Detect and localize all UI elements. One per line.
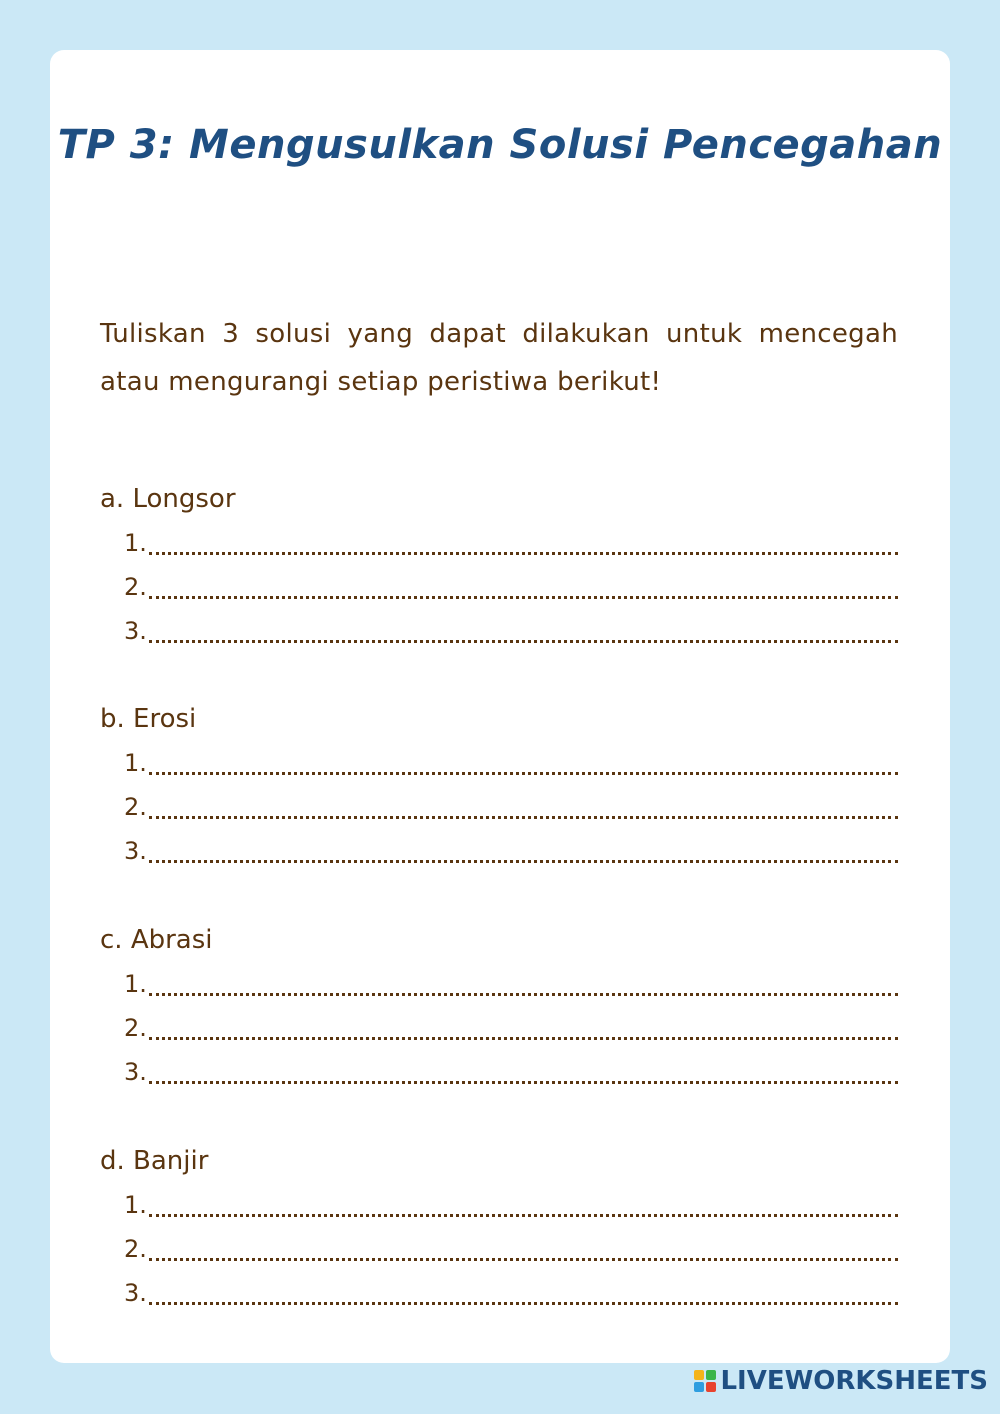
instruction-text: Tuliskan 3 solusi yang dapat dilakukan untuk mencegah atau mengurangi setiap peristiwa berikut! (100, 319, 898, 397)
answer-number: 2. (124, 793, 147, 821)
answer-blank[interactable] (149, 1300, 898, 1305)
answer-number: 2. (124, 1014, 147, 1042)
answer-number: 3. (124, 1279, 147, 1307)
page-title: TP 3: Mengusulkan Solusi Pencegahan (57, 122, 943, 168)
answer-blank[interactable] (149, 991, 898, 996)
answer-blank[interactable] (149, 1035, 898, 1040)
answer-blank[interactable] (149, 638, 898, 643)
answer-line[interactable] (100, 1271, 900, 1315)
answer-blank[interactable] (149, 814, 898, 819)
answer-line[interactable] (100, 962, 900, 1006)
answer-blank[interactable] (149, 1256, 898, 1261)
section-title: b. Erosi (100, 704, 197, 734)
liveworksheets-logo-icon (694, 1370, 716, 1392)
answer-blank[interactable] (149, 594, 898, 599)
answer-line[interactable] (100, 829, 900, 873)
answer-blank[interactable] (149, 770, 898, 775)
section-title: a. Longsor (100, 484, 236, 514)
section-longsor (100, 477, 900, 653)
answer-blank[interactable] (149, 1079, 898, 1084)
answer-line[interactable] (100, 1050, 900, 1094)
section-banjir (100, 1139, 900, 1315)
section-title: c. Abrasi (100, 925, 213, 955)
answer-line[interactable] (100, 565, 900, 609)
answer-number: 2. (124, 573, 147, 601)
answer-line[interactable] (100, 785, 900, 829)
answer-line[interactable] (100, 609, 900, 653)
section-erosi (100, 697, 900, 873)
answer-number: 1. (124, 1191, 147, 1219)
answer-number: 3. (124, 837, 147, 865)
brand-text: LIVEWORKSHEETS (720, 1366, 988, 1396)
answer-blank[interactable] (149, 858, 898, 863)
section-abrasi (100, 918, 900, 1094)
answer-number: 1. (124, 749, 147, 777)
answer-number: 3. (124, 617, 147, 645)
liveworksheets-brand[interactable] (694, 1366, 988, 1396)
section-title: d. Banjir (100, 1146, 209, 1176)
answer-number: 3. (124, 1058, 147, 1086)
answer-line[interactable] (100, 1183, 900, 1227)
answer-number: 2. (124, 1235, 147, 1263)
answer-line[interactable] (100, 521, 900, 565)
answer-number: 1. (124, 529, 147, 557)
answer-line[interactable] (100, 1227, 900, 1271)
answer-line[interactable] (100, 741, 900, 785)
answer-blank[interactable] (149, 1212, 898, 1217)
answer-line[interactable] (100, 1006, 900, 1050)
answer-blank[interactable] (149, 550, 898, 555)
answer-number: 1. (124, 970, 147, 998)
